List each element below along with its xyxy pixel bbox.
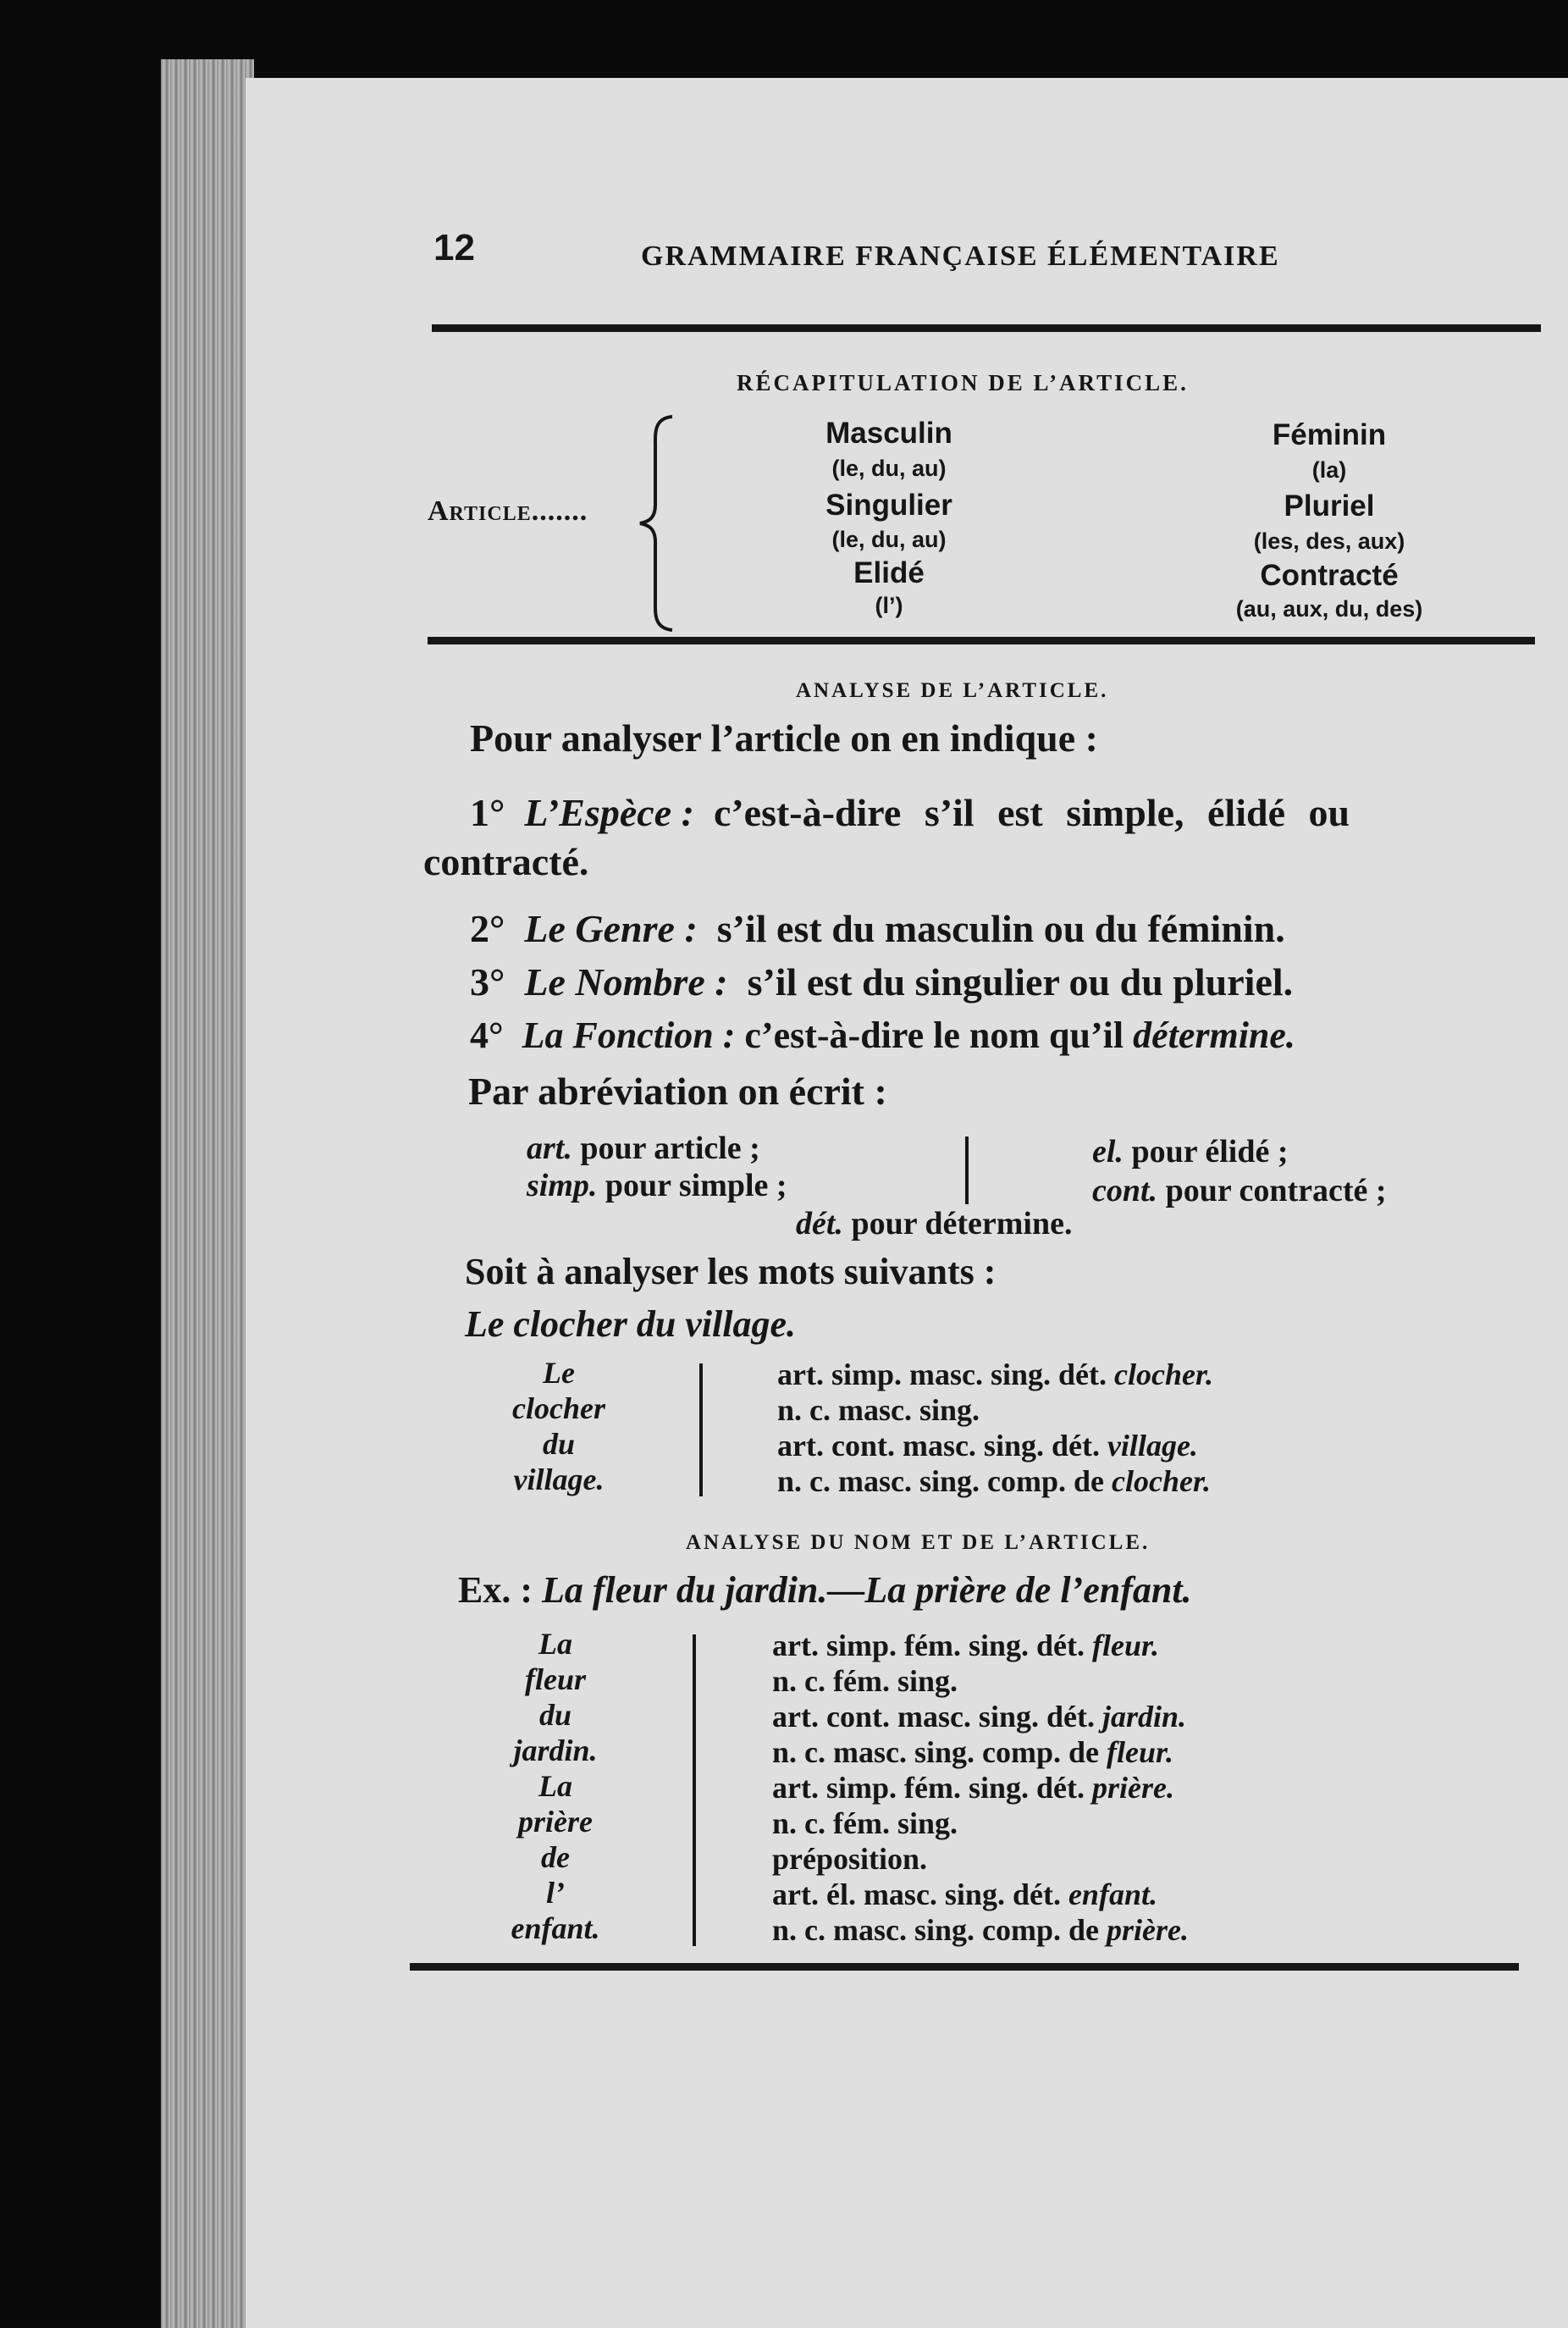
abbr-art: [527, 1130, 760, 1167]
example2-word: du: [538, 1698, 572, 1732]
point-2: [470, 906, 1285, 951]
analysis-text: art. simp. fém. sing. dét.: [772, 1771, 1092, 1805]
point-3-term: Le Nombre :: [524, 960, 728, 1004]
table-row: [772, 1912, 1189, 1948]
point-2-text: s’il est du masculin ou du féminin.: [716, 907, 1285, 950]
abbr-intro: Par abréviation on écrit :: [468, 1070, 887, 1113]
point-2-num: 2°: [470, 907, 505, 950]
abbr-det: [796, 1205, 1072, 1242]
point-3: [470, 959, 1293, 1004]
fem-title: Féminin: [1272, 418, 1387, 451]
table-row: [772, 1805, 1189, 1841]
page-edge-stack: [161, 59, 254, 2328]
abbr-cont: [1092, 1172, 1387, 1209]
example1-word: Le: [543, 1356, 575, 1390]
point-4-italic: détermine.: [1133, 1015, 1295, 1056]
analysis-text: préposition.: [772, 1842, 928, 1876]
masc-title: Masculin: [825, 417, 952, 450]
curly-brace-icon: [637, 413, 679, 633]
point-4-term: La Fonction :: [522, 1015, 736, 1056]
point-4-num: 4°: [470, 1015, 504, 1056]
analysis-intro: Pour analyser l’article on en indique :: [470, 716, 1098, 760]
analysis-text: art. simp. masc. sing. dét.: [777, 1358, 1114, 1391]
fem-forms: (la): [1311, 457, 1347, 483]
analysis2-title: ANALYSE DU NOM ET DE L’ARTICLE.: [686, 1531, 1151, 1554]
abbr-det-key: dét.: [796, 1206, 843, 1241]
analysis-italic: prière.: [1091, 1771, 1174, 1805]
point-1-term: L’Espèce :: [524, 791, 694, 834]
sing-forms: (le, du, au): [831, 527, 947, 552]
point-3-num: 3°: [470, 960, 505, 1004]
analysis-text: n. c. masc. sing. comp. de: [772, 1735, 1107, 1769]
contr-forms: (au, aux, du, des): [1235, 596, 1423, 622]
example2-word: La: [538, 1769, 572, 1803]
page-number: 12: [433, 227, 475, 268]
table-row: [777, 1392, 1213, 1428]
example2-divider: [693, 1634, 696, 1946]
table-row: [772, 1663, 1189, 1699]
table-row: [772, 1699, 1189, 1734]
analysis-text: n. c. fém. sing.: [772, 1806, 958, 1840]
example2-text: La fleur du jardin.—La prière de l’enfant.: [542, 1569, 1192, 1611]
analysis-text: art. cont. masc. sing. dét.: [772, 1700, 1102, 1734]
example2-word: enfant.: [511, 1911, 600, 1945]
abbr-el-key: el.: [1092, 1134, 1124, 1170]
analysis-text: n. c. fém. sing.: [772, 1664, 958, 1698]
example-intro: Soit à analyser les mots suivants :: [465, 1251, 997, 1292]
analysis-text: n. c. masc. sing. comp. de: [777, 1464, 1112, 1498]
point-3-text: s’il est du singulier ou du pluriel.: [747, 960, 1294, 1004]
analysis-text: n. c. masc. sing.: [777, 1393, 980, 1427]
recap-title: RÉCAPITULATION DE L’ARTICLE.: [737, 370, 1189, 395]
sing-title: Singulier: [825, 489, 952, 522]
example2-analysis: [772, 1628, 1189, 1948]
example-text: Le clocher du village.: [465, 1303, 797, 1345]
point-4: [470, 1014, 1295, 1057]
analysis-text: n. c. masc. sing. comp. de: [772, 1913, 1107, 1947]
example1-word: du: [542, 1427, 576, 1461]
table-row: [772, 1734, 1189, 1770]
abbr-det-text: pour détermine.: [851, 1206, 1073, 1241]
analysis-italic: village.: [1107, 1429, 1198, 1463]
analysis-italic: clocher.: [1112, 1464, 1211, 1498]
running-head: GRAMMAIRE FRANÇAISE ÉLÉMENTAIRE: [641, 241, 1280, 272]
point-1: [470, 790, 1350, 835]
example1-words: [474, 1355, 643, 1497]
example2: [458, 1568, 1192, 1612]
analysis-italic: prière.: [1107, 1913, 1189, 1947]
analysis-text: art. cont. masc. sing. dét.: [777, 1429, 1107, 1463]
analysis-text: art. él. masc. sing. dét.: [772, 1877, 1068, 1911]
example1-word: clocher: [512, 1391, 605, 1425]
elide-title: Elidé: [853, 556, 925, 589]
example1-word: village.: [513, 1463, 605, 1496]
abbr-cont-key: cont.: [1092, 1173, 1158, 1208]
example2-word: de: [541, 1840, 570, 1874]
recap-bottom-rule: [428, 637, 1535, 644]
abbr-simp-text: pour simple ;: [605, 1168, 787, 1203]
table-row: [777, 1357, 1213, 1392]
analysis-title: ANALYSE DE L’ARTICLE.: [796, 679, 1109, 702]
masc-forms: (le, du, au): [831, 456, 947, 481]
plur-forms: (les, des, aux): [1253, 528, 1405, 554]
example2-word: l’: [546, 1876, 565, 1910]
abbr-art-text: pour article ;: [580, 1131, 760, 1166]
analysis-italic: enfant.: [1068, 1877, 1157, 1911]
abbr-el: [1092, 1133, 1289, 1170]
bottom-rule: [410, 1963, 1519, 1971]
table-row: [772, 1877, 1189, 1912]
abbr-divider: [965, 1136, 969, 1204]
example2-word: jardin.: [513, 1734, 598, 1767]
example2-words: [471, 1626, 640, 1946]
example2-word: fleur: [525, 1662, 586, 1696]
analysis-italic: fleur.: [1091, 1628, 1159, 1662]
point-1-text: c’est-à-dire s’il est simple, élidé ou: [713, 791, 1350, 834]
abbr-simp: [527, 1167, 787, 1204]
example2-word: prière: [518, 1805, 593, 1839]
analysis-text: art. simp. fém. sing. dét.: [772, 1628, 1092, 1662]
contr-title: Contracté: [1260, 559, 1399, 592]
plur-title: Pluriel: [1284, 489, 1375, 523]
abbr-art-key: art.: [527, 1131, 572, 1166]
point-4-text: c’est-à-dire le nom qu’il: [744, 1015, 1124, 1056]
table-row: [772, 1628, 1189, 1663]
elide-forms: (l’): [875, 593, 903, 618]
analysis-italic: jardin.: [1101, 1700, 1186, 1734]
top-rule: [432, 324, 1541, 332]
example1-analysis: [777, 1357, 1213, 1499]
recap-left-label: Article.......: [428, 495, 588, 527]
abbr-simp-key: simp.: [527, 1168, 598, 1203]
point-1-continuation: contracté.: [423, 840, 589, 883]
analysis-italic: clocher.: [1114, 1358, 1213, 1391]
abbr-el-text: pour élidé ;: [1131, 1134, 1289, 1170]
analysis-italic: fleur.: [1107, 1735, 1174, 1769]
example2-word: La: [538, 1627, 572, 1661]
abbr-cont-text: pour contracté ;: [1165, 1173, 1387, 1208]
example1-divider: [699, 1363, 703, 1496]
point-1-num: 1°: [470, 791, 505, 834]
table-row: [777, 1428, 1213, 1463]
table-row: [772, 1770, 1189, 1805]
point-2-term: Le Genre :: [524, 907, 698, 950]
table-row: [777, 1463, 1213, 1499]
table-row: [772, 1841, 1189, 1877]
example2-label: Ex. :: [458, 1569, 533, 1611]
